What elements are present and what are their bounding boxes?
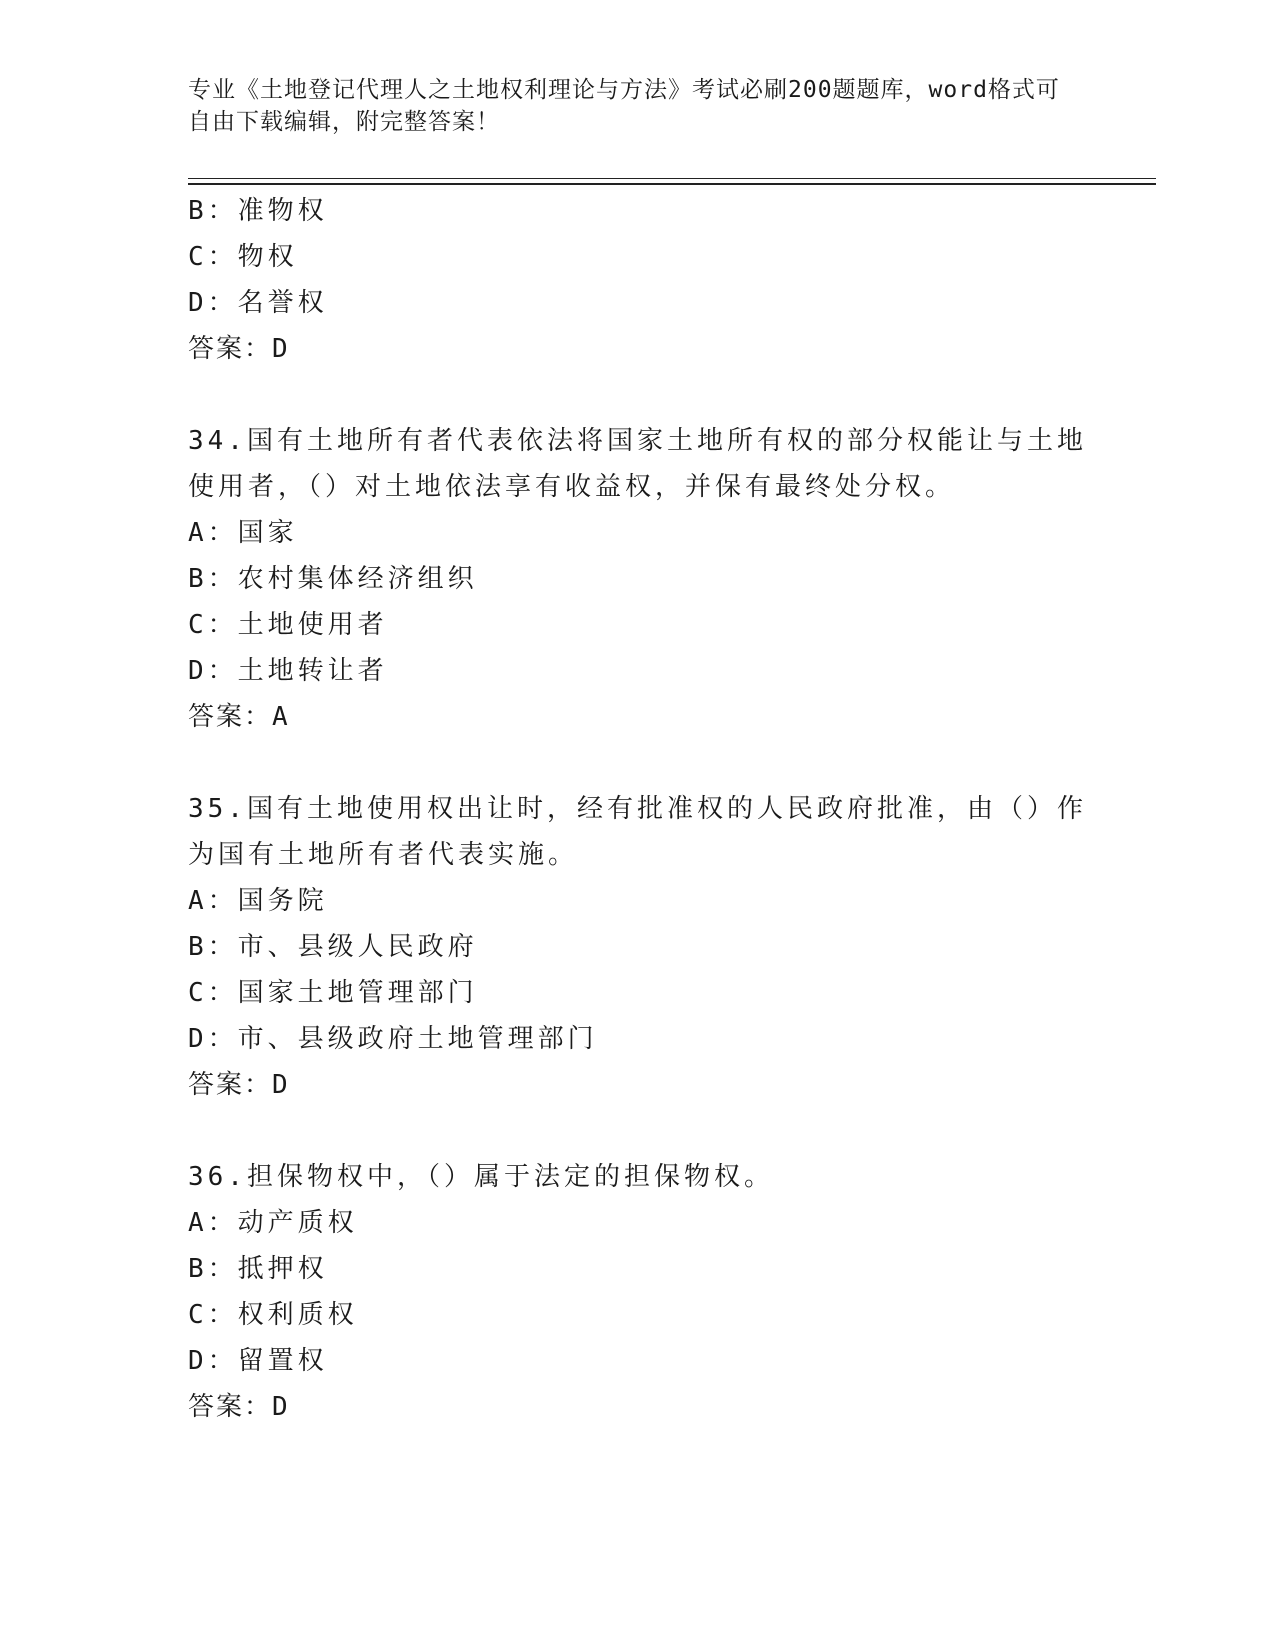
option-d: D：市、县级政府土地管理部门 bbox=[188, 1024, 598, 1054]
option-b: B：农村集体经济组织 bbox=[188, 564, 478, 594]
header-text: 专业《土地登记代理人之土地权利理论与方法》考试必刷200题题库，word格式可自由下载编辑，附完整答案！ bbox=[188, 77, 1060, 135]
spacer bbox=[188, 372, 1088, 418]
question-block-34 bbox=[188, 418, 1088, 740]
question-stem: 36.担保物权中，（）属于法定的担保物权。 bbox=[188, 1162, 774, 1192]
answer-text: 答案：D bbox=[188, 334, 290, 364]
question-block-previous bbox=[188, 188, 1088, 372]
question-stem: 34.国有土地所有者代表依法将国家土地所有权的部分权能让与土地使用者，（）对土地依法享有收益权，并保有最终处分权。 bbox=[188, 426, 1087, 502]
answer-text: 答案：D bbox=[188, 1392, 290, 1422]
header-divider bbox=[188, 178, 1156, 185]
question-list bbox=[188, 188, 1088, 1430]
option-c: C：土地使用者 bbox=[188, 610, 388, 640]
option-a: A：国务院 bbox=[188, 886, 328, 916]
question-block-35 bbox=[188, 786, 1088, 1108]
option-b: B：准物权 bbox=[188, 196, 328, 226]
document-header bbox=[188, 74, 1068, 138]
spacer bbox=[188, 1108, 1088, 1154]
question-block-36 bbox=[188, 1154, 1088, 1430]
option-c: C：物权 bbox=[188, 242, 298, 272]
question-stem: 35.国有土地使用权出让时，经有批准权的人民政府批准，由（）作为国有土地所有者代表实施。 bbox=[188, 794, 1087, 870]
option-c: C：国家土地管理部门 bbox=[188, 978, 478, 1008]
option-d: D：名誉权 bbox=[188, 288, 328, 318]
spacer bbox=[188, 740, 1088, 786]
option-a: A：动产质权 bbox=[188, 1208, 358, 1238]
option-a: A：国家 bbox=[188, 518, 298, 548]
option-d: D：留置权 bbox=[188, 1346, 328, 1376]
option-c: C：权利质权 bbox=[188, 1300, 358, 1330]
answer-text: 答案：A bbox=[188, 702, 290, 732]
answer-text: 答案：D bbox=[188, 1070, 290, 1100]
option-b: B：市、县级人民政府 bbox=[188, 932, 478, 962]
option-d: D：土地转让者 bbox=[188, 656, 388, 686]
option-b: B：抵押权 bbox=[188, 1254, 328, 1284]
